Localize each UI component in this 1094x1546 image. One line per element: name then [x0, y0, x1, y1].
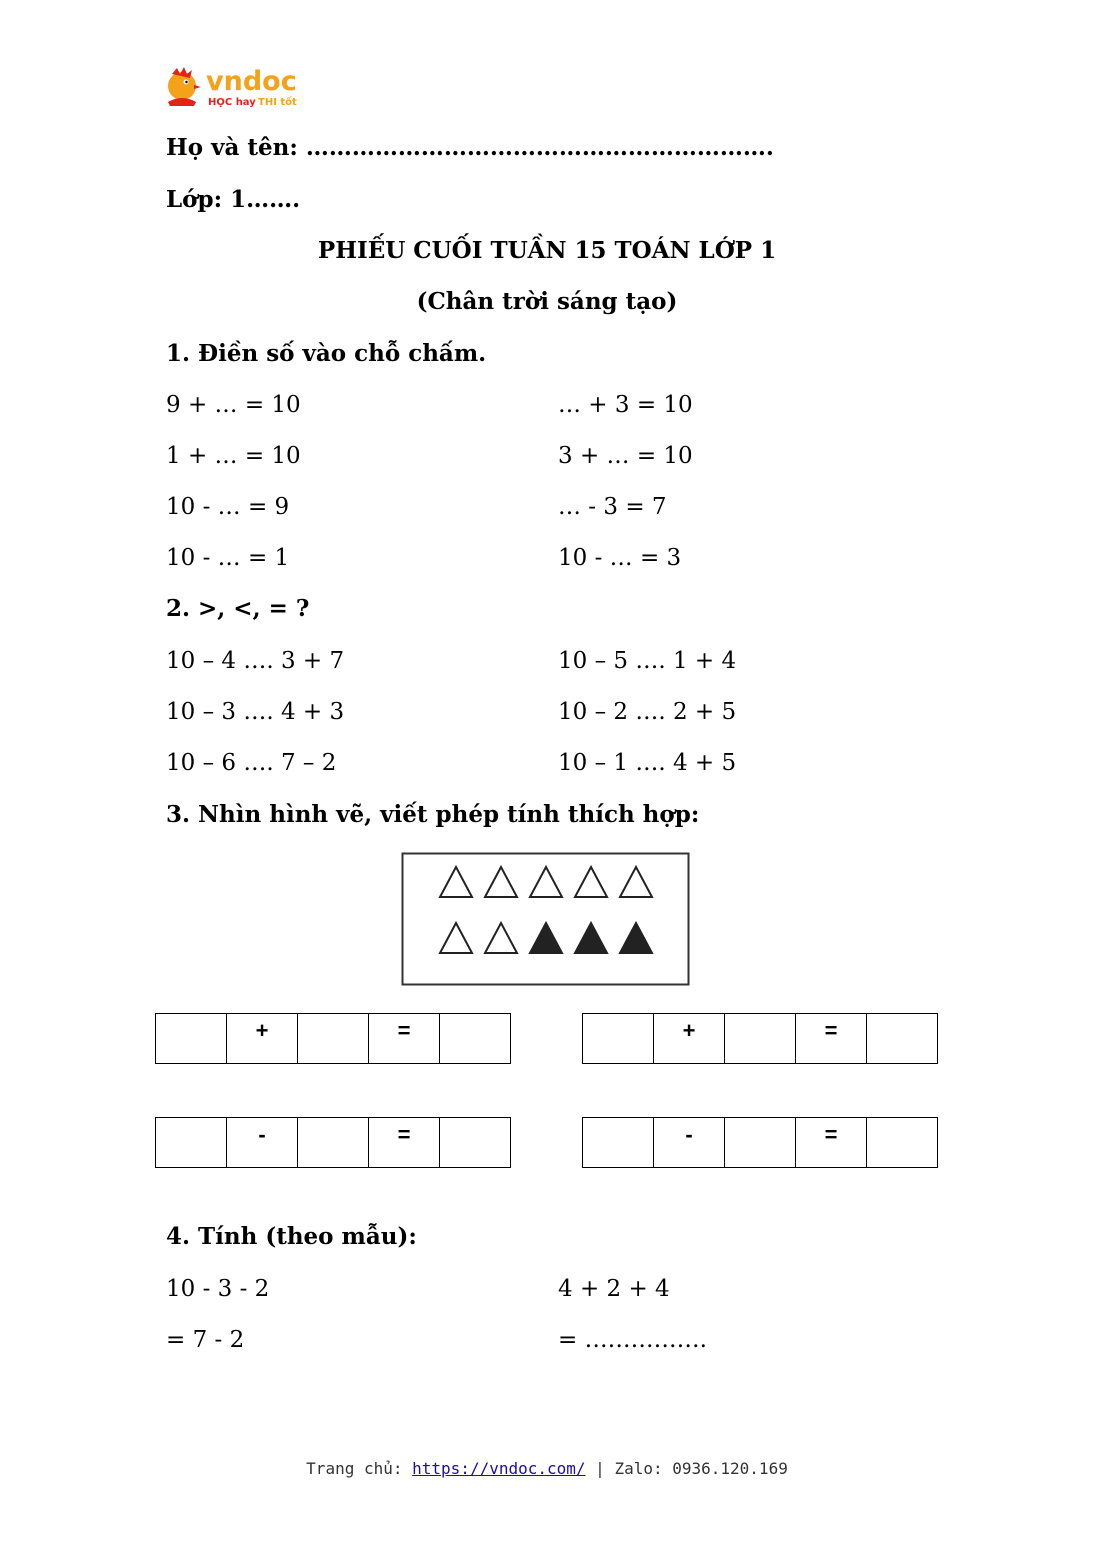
comparison-item: 10 – 6 …. 7 – 2 [166, 750, 337, 776]
exercise-item: 1 + … = 10 [166, 443, 301, 469]
footer-separator: | [585, 1459, 615, 1478]
comparison-item: 10 – 1 …. 4 + 5 [558, 750, 737, 776]
exercise-item: … - 3 = 7 [558, 494, 667, 520]
exercise-item: 10 - … = 1 [166, 545, 290, 571]
subtraction-grid-right [582, 1117, 938, 1168]
exercise-item: 9 + … = 10 [166, 392, 301, 418]
task-answer-line: = ……………. [558, 1327, 707, 1353]
grid-answer-cell[interactable] [440, 1013, 511, 1064]
grid-operator-cell: = [796, 1117, 867, 1168]
grid-answer-cell[interactable] [298, 1013, 369, 1064]
grid-answer-cell[interactable] [156, 1117, 227, 1168]
section3-heading: 3. Nhìn hình vẽ, viết phép tính thích hợp: [166, 801, 700, 828]
addition-grid-left [155, 1013, 511, 1064]
task-expression: 4 + 2 + 4 [558, 1276, 670, 1302]
page-title: PHIẾU CUỐI TUẦN 15 TOÁN LỚP 1 [317, 237, 777, 264]
example-step: = 7 - 2 [166, 1327, 245, 1353]
exercise-item: 10 - … = 9 [166, 494, 290, 520]
grid-answer-cell[interactable] [440, 1117, 511, 1168]
grid-answer-cell[interactable] [583, 1117, 654, 1168]
triangles-picture [401, 852, 690, 986]
grid-answer-cell[interactable] [725, 1117, 796, 1168]
grid-operator-cell: - [654, 1117, 725, 1168]
comparison-item: 10 – 3 …. 4 + 3 [166, 699, 345, 725]
grid-answer-cell[interactable] [867, 1117, 938, 1168]
section4-heading: 4. Tính (theo mẫu): [166, 1223, 417, 1250]
section1-heading: 1. Điền số vào chỗ chấm. [166, 340, 487, 367]
name-line: Họ và tên: ……………………………………………………. [166, 134, 774, 161]
page-subtitle: (Chân trời sáng tạo) [416, 288, 678, 315]
comparison-item: 10 – 5 …. 1 + 4 [558, 648, 737, 674]
grid-operator-cell: = [369, 1117, 440, 1168]
grid-answer-cell[interactable] [583, 1013, 654, 1064]
rooster-mascot-icon [168, 67, 201, 106]
vndoc-logo [164, 66, 304, 110]
subtraction-grid-left [155, 1117, 511, 1168]
page-footer [0, 1458, 1094, 1480]
grid-operator-cell: = [369, 1013, 440, 1064]
footer-zalo: Zalo: 0936.120.169 [614, 1459, 788, 1478]
grid-operator-cell: - [227, 1117, 298, 1168]
grid-answer-cell[interactable] [867, 1013, 938, 1064]
exercise-item: … + 3 = 10 [558, 392, 693, 418]
grid-answer-cell[interactable] [156, 1013, 227, 1064]
grid-operator-cell: + [654, 1013, 725, 1064]
comparison-item: 10 – 2 …. 2 + 5 [558, 699, 737, 725]
example-expression: 10 - 3 - 2 [166, 1276, 270, 1302]
footer-home-label: Trang chủ: [306, 1459, 413, 1478]
grid-operator-cell: + [227, 1013, 298, 1064]
footer-home-link[interactable]: https://vndoc.com/ [412, 1459, 586, 1478]
comparison-item: 10 – 4 …. 3 + 7 [166, 648, 345, 674]
exercise-item: 3 + … = 10 [558, 443, 693, 469]
logo-tagline-1: HỌC hay [208, 97, 256, 108]
logo-tagline-2: THI tốt [258, 97, 297, 108]
grid-answer-cell[interactable] [298, 1117, 369, 1168]
grid-operator-cell: = [796, 1013, 867, 1064]
exercise-item: 10 - … = 3 [558, 545, 682, 571]
addition-grid-right [582, 1013, 938, 1064]
section2-heading: 2. >, <, = ? [166, 595, 310, 622]
logo-wordmark: vndoc [206, 66, 297, 97]
grid-answer-cell[interactable] [725, 1013, 796, 1064]
class-line: Lớp: 1……. [166, 186, 301, 213]
